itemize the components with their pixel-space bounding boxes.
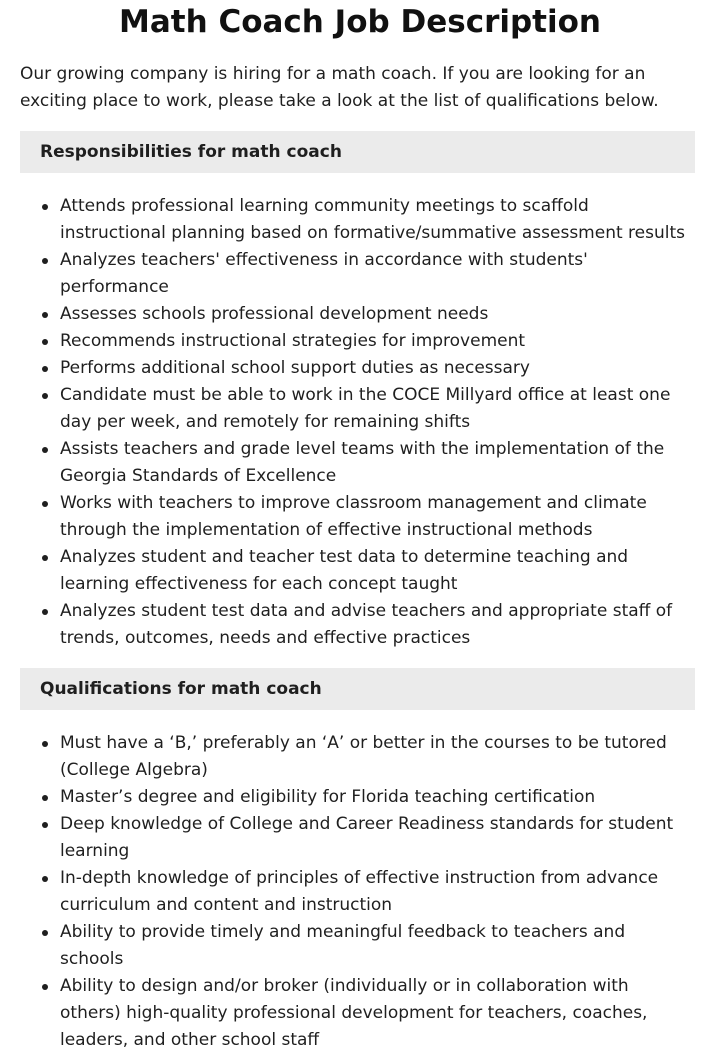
list-item <box>20 247 690 301</box>
bullet-icon <box>42 741 48 747</box>
bullet-icon <box>42 501 48 507</box>
list-item-text: Analyzes teachers' effectiveness in accordance with students' performance <box>60 250 588 297</box>
bullet-icon <box>42 822 48 828</box>
qualifications-list <box>20 730 690 1054</box>
list-item <box>20 784 690 811</box>
list-item-text: Deep knowledge of College and Career Readiness standards for student learning <box>60 814 674 861</box>
list-item-text: Performs additional school support duties as necessary <box>60 358 530 378</box>
list-item-text: Assesses schools professional development needs <box>60 304 489 324</box>
list-item <box>20 544 690 598</box>
list-item-text: Candidate must be able to work in the COCE Millyard office at least one day per week, and remotely for remaining shifts <box>60 385 671 432</box>
list-item <box>20 301 690 328</box>
list-item-text: Must have a ‘B,’ preferably an ‘A’ or better in the courses to be tutored (College Algebra) <box>60 733 667 780</box>
list-item <box>20 865 690 919</box>
bullet-icon <box>42 555 48 561</box>
list-item <box>20 490 690 544</box>
list-item <box>20 355 690 382</box>
responsibilities-heading: Responsibilities for math coach <box>20 131 695 173</box>
list-item-text: Ability to provide timely and meaningful feedback to teachers and schools <box>60 922 626 969</box>
bullet-icon <box>42 876 48 882</box>
list-item-text: Analyzes student and teacher test data to determine teaching and learning effectiveness for each concept taught <box>60 547 629 594</box>
bullet-icon <box>42 609 48 615</box>
list-item-text: Analyzes student test data and advise teachers and appropriate staff of trends, outcomes, needs and effective practices <box>60 601 673 648</box>
bullet-icon <box>42 447 48 453</box>
intro-paragraph: Our growing company is hiring for a math coach. If you are looking for an exciting place to work, please take a look at the list of qualifications below. <box>20 64 659 111</box>
bullet-icon <box>42 930 48 936</box>
list-item <box>20 436 690 490</box>
bullet-icon <box>42 312 48 318</box>
bullet-icon <box>42 339 48 345</box>
list-item <box>20 811 690 865</box>
page-title: Math Coach Job Description <box>119 4 601 40</box>
bullet-icon <box>42 795 48 801</box>
bullet-icon <box>42 204 48 210</box>
list-item <box>20 328 690 355</box>
list-item-text: Master’s degree and eligibility for Florida teaching certification <box>60 787 596 807</box>
list-item <box>20 382 690 436</box>
list-item-text: Works with teachers to improve classroom management and climate through the implementation of effective instructional methods <box>60 493 647 540</box>
list-item <box>20 973 690 1054</box>
list-item-text: Assists teachers and grade level teams with the implementation of the Georgia Standards of Excellence <box>60 439 665 486</box>
list-item-text: Attends professional learning community meetings to scaffold instructional planning based on formative/summative assessment results <box>60 196 685 243</box>
list-item-text: Ability to design and/or broker (individually or in collaboration with others) high-quality professional development for teachers, coaches, leaders, and other school staff <box>60 976 648 1050</box>
list-item-text: Recommends instructional strategies for improvement <box>60 331 526 351</box>
bullet-icon <box>42 984 48 990</box>
bullet-icon <box>42 366 48 372</box>
list-item <box>20 730 690 784</box>
responsibilities-list <box>20 193 690 652</box>
list-item <box>20 919 690 973</box>
list-item-text: In-depth knowledge of principles of effective instruction from advance curriculum and content and instruction <box>60 868 659 915</box>
list-item <box>20 598 690 652</box>
list-item <box>20 193 690 247</box>
bullet-icon <box>42 393 48 399</box>
bullet-icon <box>42 258 48 264</box>
qualifications-heading: Qualifications for math coach <box>20 668 695 710</box>
